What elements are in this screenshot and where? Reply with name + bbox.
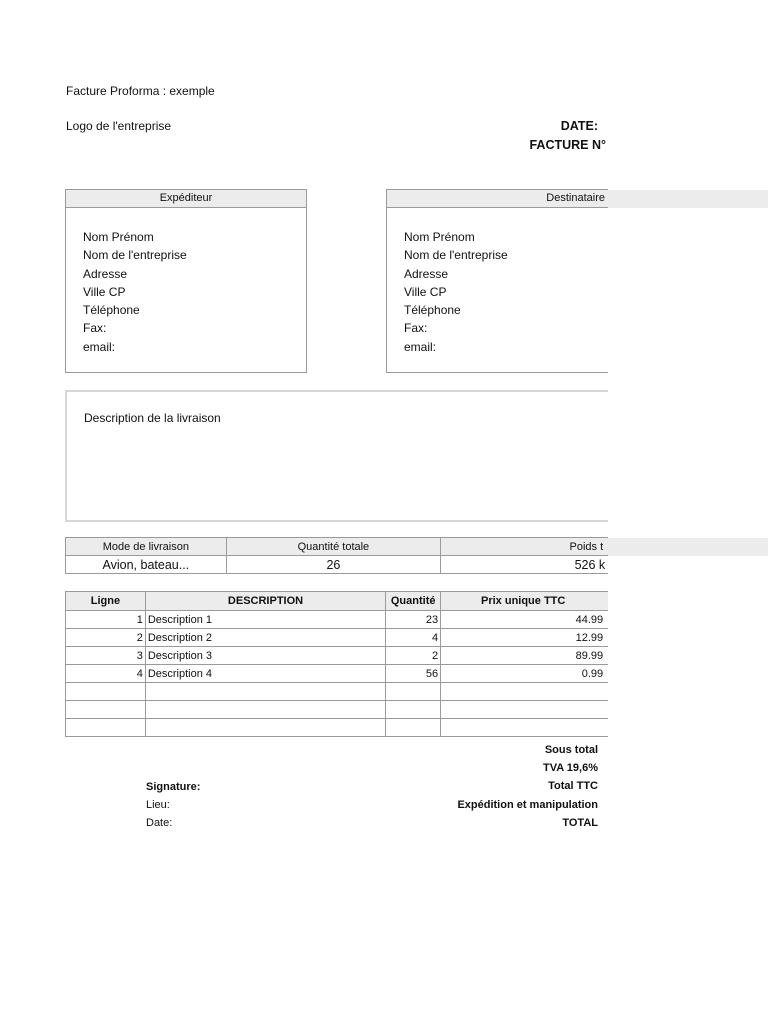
item-price [441,665,608,683]
recipient-fax: Fax: [404,321,428,336]
table-row [66,647,609,665]
item-description: Description 3 [145,647,385,665]
line-number: 1 [66,611,146,629]
recipient-name: Nom Prénom [404,230,475,244]
item-quantity: 56 [386,665,441,683]
item-price [441,683,608,701]
item-description: Description 4 [145,665,385,683]
recipient-details [387,208,608,356]
sender-box [65,189,307,373]
weight-value [441,556,608,574]
item-quantity: 23 [386,611,441,629]
weight-header-text: Poids t [569,540,604,553]
sender-details [66,208,306,356]
sender-name: Nom Prénom [83,230,154,244]
line-number [66,719,146,737]
recipient-city: Ville CP [404,284,447,299]
recipient-email: email: [404,339,437,354]
item-quantity: 4 [386,629,441,647]
line-number [66,683,146,701]
item-description [145,683,385,701]
item-description: Description 1 [145,611,385,629]
totals-block [380,741,598,832]
quantity-header: Quantité [386,592,441,611]
line-number [66,701,146,719]
item-price-text: 44.99 [575,613,604,626]
description-header: DESCRIPTION [145,592,385,611]
recipient-box [386,189,608,373]
item-price [441,629,608,647]
item-description [145,701,385,719]
line-header: Ligne [66,592,146,611]
recipient-company: Nom de l'entreprise [404,248,508,263]
company-logo-placeholder: Logo de l'entreprise [66,119,172,133]
recipient-header-extension [608,190,768,208]
item-quantity [386,719,441,737]
shipping-value-row [66,556,609,574]
grand-total-label: TOTAL [562,816,598,829]
item-price-text: 0.99 [581,667,604,680]
shipping-header-extension [608,538,768,556]
sender-address: Adresse [83,266,128,281]
sender-heading: Expéditeur [66,190,306,208]
total-quantity-header: Quantité totale [226,538,440,556]
items-table [65,591,608,737]
unit-price-header-text: Prix unique TTC [481,595,566,607]
item-price [441,719,608,737]
line-number: 2 [66,629,146,647]
item-quantity [386,701,441,719]
signature-label: Signature: [146,781,201,793]
shipping-header-row [66,538,609,556]
total-ttc-label: Total TTC [548,780,598,793]
signature-block [146,778,200,833]
recipient-address: Adresse [404,266,449,281]
unit-price-header [441,592,608,611]
item-price-text: 12.99 [575,631,604,644]
item-description [145,719,385,737]
item-price [441,611,608,629]
table-row [66,665,609,683]
item-price-text: 89.99 [575,649,604,662]
item-quantity [386,683,441,701]
item-price [441,647,608,665]
weight-header [441,538,608,556]
delivery-description-label: Description de la livraison [84,411,221,425]
subtotal-label: Sous total [544,744,598,756]
shipping-handling-label: Expédition et manipulation [457,798,598,811]
table-row [66,683,609,701]
table-row [66,701,609,719]
item-description: Description 2 [145,629,385,647]
signature-date-label: Date: [146,817,173,830]
shipping-mode-header: Mode de livraison [66,538,227,556]
item-price [441,701,608,719]
invoice-number-label: FACTURE N° [529,138,606,152]
recipient-heading-text: Destinataire [546,192,605,204]
place-label: Lieu: [146,799,170,812]
total-quantity-value: 26 [226,556,440,574]
table-row [66,719,609,737]
table-row [66,611,609,629]
recipient-heading [387,190,608,208]
line-number: 3 [66,647,146,665]
item-quantity: 2 [386,647,441,665]
table-row [66,629,609,647]
shipping-table [65,537,608,574]
sender-company: Nom de l'entreprise [83,248,187,263]
sender-city: Ville CP [83,284,126,299]
delivery-description-box [65,390,608,522]
date-label: DATE: [560,119,598,133]
sender-phone: Téléphone [83,303,140,318]
sender-fax: Fax: [83,321,107,336]
sender-email: email: [83,339,116,354]
document-title: Facture Proforma : exemple [66,84,215,98]
recipient-phone: Téléphone [404,303,461,318]
items-header-row [66,592,609,611]
shipping-mode-value: Avion, bateau... [66,556,227,574]
line-number: 4 [66,665,146,683]
vat-label: TVA 19,6% [542,762,598,775]
weight-value-text: 526 k [574,557,606,572]
